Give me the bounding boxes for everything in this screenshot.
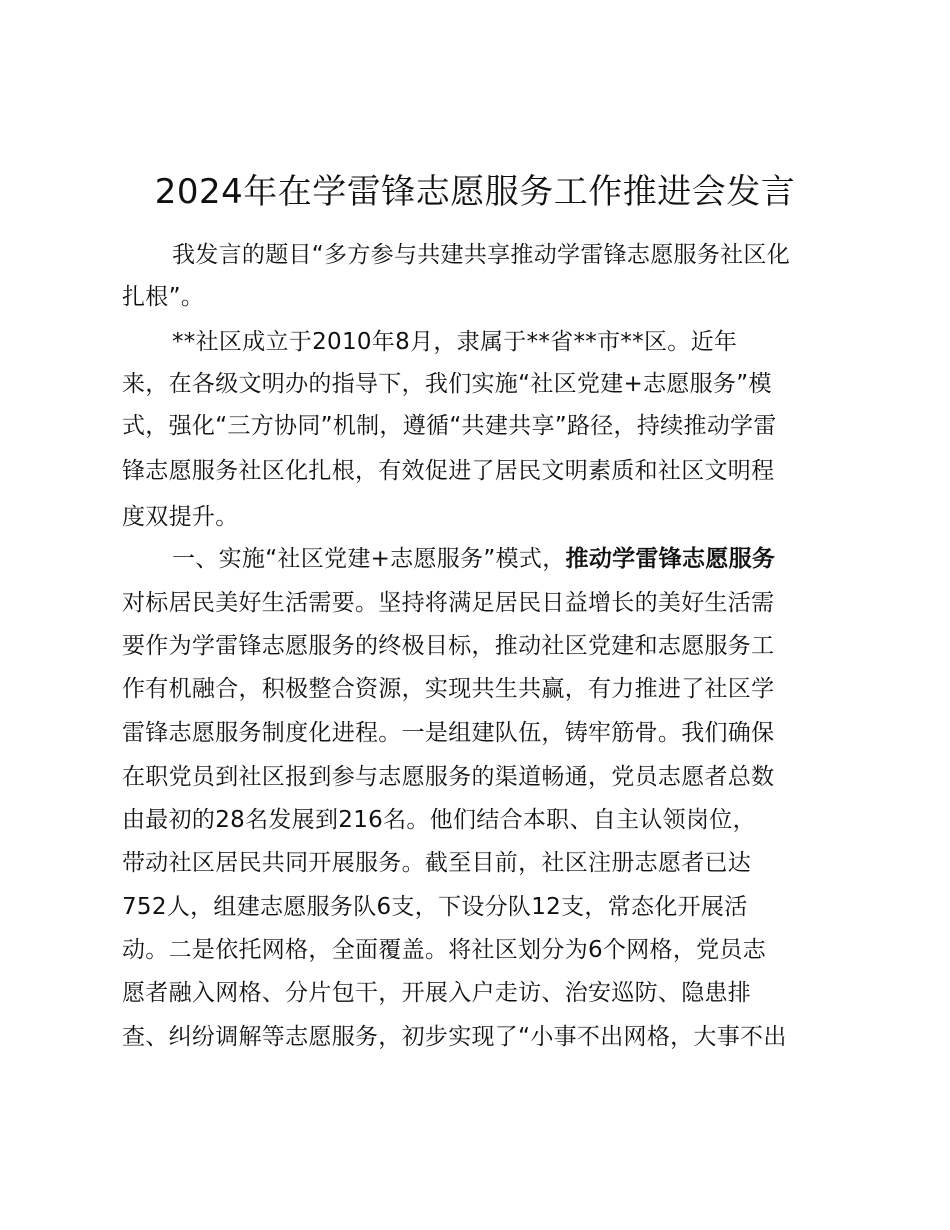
paragraph-2-line-3: 式，强化“三方协同”机制，遵循“共建共享”路径，持续推动学雷	[122, 413, 777, 439]
paragraph-3-heading-bold-part: 推动学雷锋志愿服务	[565, 546, 776, 572]
paragraph-3-line-8: 带动社区居民共同开展服务。截至目前，社区注册志愿者已达	[122, 850, 752, 876]
paragraph-3-line-5: 雷锋志愿服务制度化进程。一是组建队伍，铸牢筋骨。我们确保	[122, 720, 775, 746]
paragraph-3-line-11: 愿者融入网格、分片包干，开展入户走访、治安巡防、隐患排	[122, 980, 752, 1006]
paragraph-3-line-9: 752人，组建志愿服务队6支，下设分队12支，常态化开展活	[122, 894, 748, 920]
paragraph-2-line-4: 锋志愿服务社区化扎根，有效促进了居民文明素质和社区文明程	[122, 458, 775, 484]
paragraph-3-line-10: 动。二是依托网格，全面覆盖。将社区划分为6个网格，党员志	[122, 937, 767, 963]
paragraph-1-line-1: 我发言的题目“多方参与共建共享推动学雷锋志愿服务社区化	[172, 242, 791, 268]
paragraph-3-line-12: 查、纠纷调解等志愿服务，初步实现了“小事不出网格，大事不出	[122, 1024, 787, 1050]
paragraph-2-line-1: **社区成立于2010年8月，隶属于**省**市**区。近年	[172, 329, 738, 355]
paragraph-3-line-2: 对标居民美好生活需要。坚持将满足居民日益增长的美好生活需	[122, 590, 775, 616]
paragraph-3-line-6: 在职党员到社区报到参与志愿服务的渠道畅通，党员志愿者总数	[122, 764, 775, 790]
paragraph-3-line-7: 由最初的28名发展到216名。他们结合本职、自主认领岗位，	[122, 807, 756, 833]
document-title: 2024年在学雷锋志愿服务工作推进会发言	[154, 172, 796, 212]
paragraph-2-line-2: 来，在各级文明办的指导下，我们实施“社区党建+志愿服务”模	[122, 371, 772, 397]
paragraph-3-line-1	[172, 538, 775, 580]
paragraph-3-line-4: 作有机融合，积极整合资源，实现共生共赢，有力推进了社区学	[122, 676, 775, 702]
paragraph-2-line-5: 度双提升。	[122, 504, 239, 530]
paragraph-1-line-2: 扎根”。	[122, 284, 205, 310]
paragraph-3-heading-part: 一、实施“社区党建+志愿服务”模式，	[172, 546, 566, 572]
paragraph-3-line-3: 要作为学雷锋志愿服务的终极目标，推动社区党建和志愿服务工	[122, 633, 775, 659]
